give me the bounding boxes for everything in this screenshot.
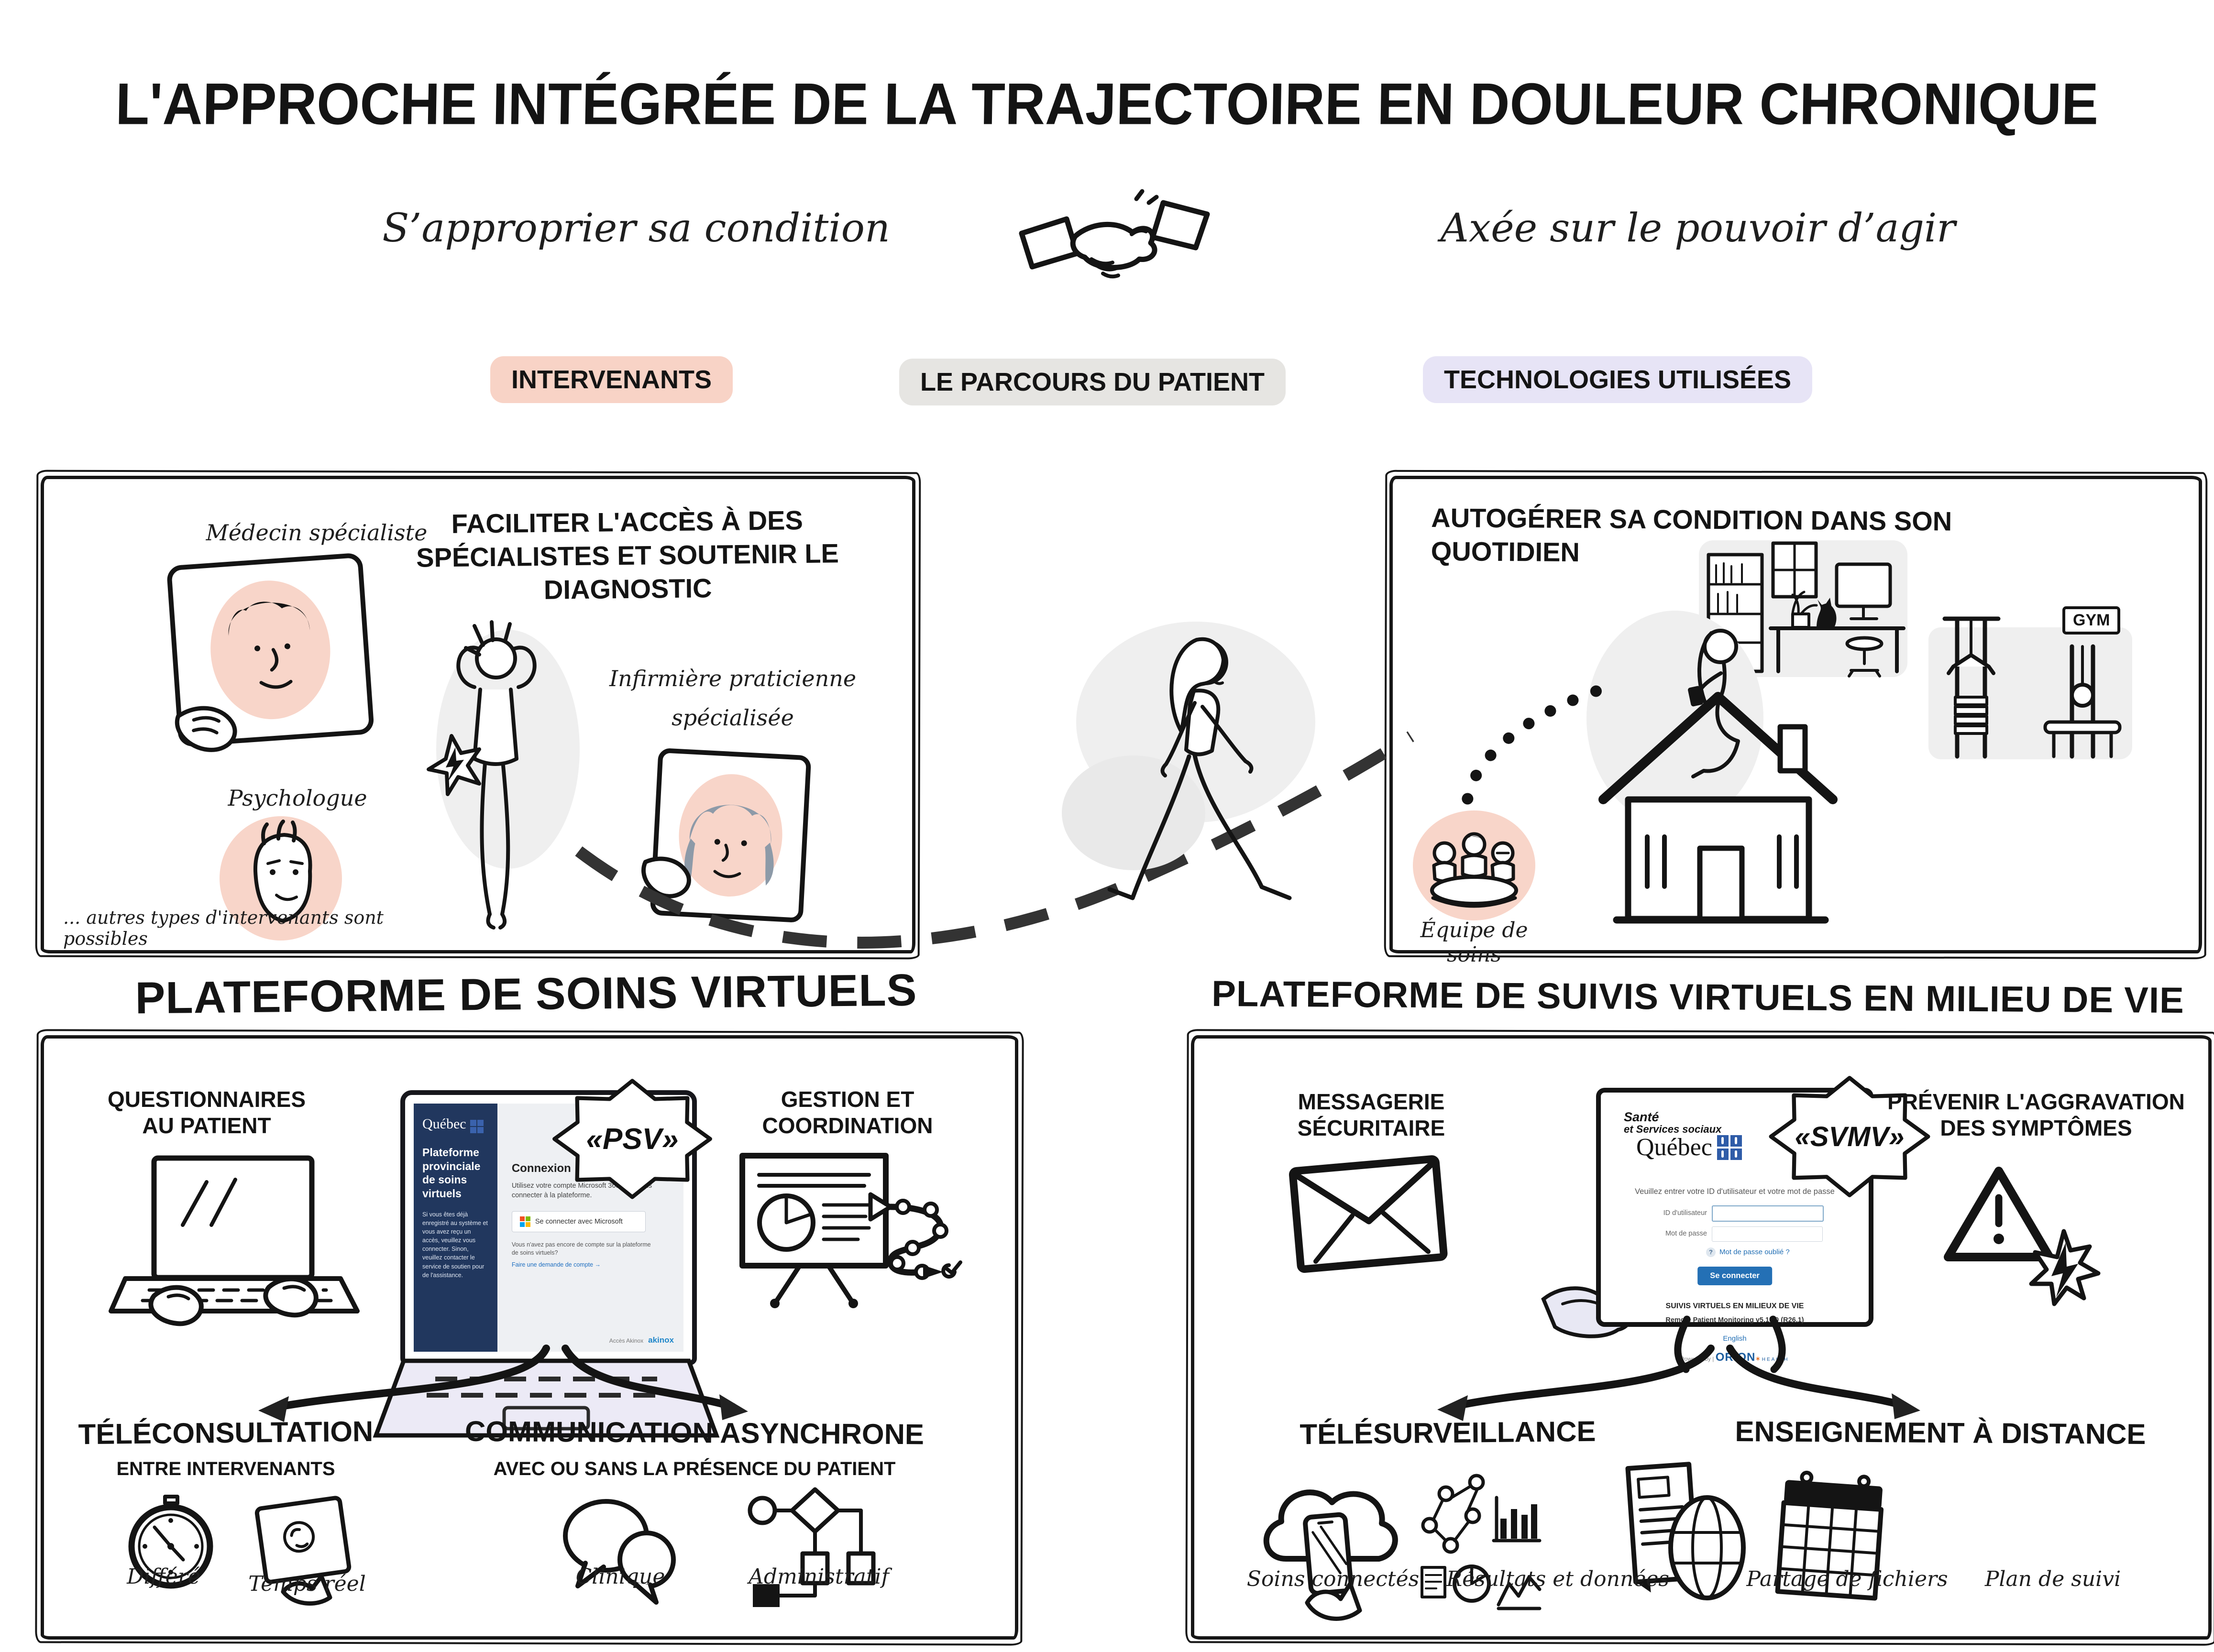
- communication-asynchrone-title: COMMUNICATION ASYNCHRONE: [464, 1415, 925, 1451]
- legend-parcours-patient: LE PARCOURS DU PATIENT: [899, 359, 1286, 405]
- prevenir-aggravation-label: PRÉVENIR L'AGGRAVATION DES SYMPTÔMES: [1887, 1089, 2185, 1141]
- gym-sign: GYM: [2062, 606, 2120, 635]
- walking-patient-illustration: [1043, 588, 1377, 961]
- handshake-icon: [1019, 186, 1210, 306]
- administratif-label: Administratif: [749, 1564, 889, 1589]
- home-gym-illustration: [1928, 613, 2134, 761]
- autogestion-box: [1389, 476, 2202, 967]
- telesurveillance-title: TÉLÉSURVEILLANCE: [1300, 1415, 1596, 1451]
- user-id-field[interactable]: [1712, 1205, 1824, 1222]
- gestion-coordination-icon: [733, 1149, 962, 1311]
- svmv-section-heading: PLATEFORME DE SUIVIS VIRTUELS EN MILIEU DE VIE: [1211, 973, 2185, 1021]
- connected-care-icon: [1252, 1459, 1395, 1624]
- medecin-tablet-icon: [161, 551, 410, 776]
- psv-split-arrows: [116, 1345, 862, 1416]
- speech-bubbles-icon: [556, 1490, 685, 1610]
- medecin-specialiste-label: Médecin spécialiste: [206, 520, 428, 546]
- psv-burst: «PSV»: [551, 1077, 714, 1201]
- plan-suivi-label: Plan de suivi: [1984, 1567, 2121, 1591]
- quebec-flag-icon: [470, 1120, 484, 1133]
- clinique-label: Clinique: [575, 1564, 665, 1589]
- teleconsultation-title: TÉLÉCONSULTATION: [78, 1415, 374, 1451]
- psv-no-account-text: Vous n'avez pas encore de compte sur la plateforme de soins virtuels?: [511, 1241, 651, 1257]
- psv-section-heading: PLATEFORME DE SOINS VIRTUELS: [135, 964, 917, 1023]
- psv-box: [41, 1035, 1018, 1640]
- access-box-footnote: ... autres types d'intervenants sont possibles: [63, 907, 384, 949]
- question-mark-icon: ?: [1706, 1247, 1716, 1257]
- microsoft-logo-icon: [520, 1216, 530, 1227]
- svmv-burst: «SVMV»: [1759, 1074, 1940, 1199]
- svmv-split-arrows: [1338, 1345, 2127, 1416]
- svmv-instruction: Veuillez entrer votre ID d'utilisateur et votre mot de passe: [1635, 1187, 1835, 1196]
- workflow-icon: [742, 1481, 891, 1612]
- infirmiere-label-line2: spécialisée: [672, 705, 794, 731]
- access-box-title: FACILITER L'ACCÈS À DES SPÉCIALISTES ET SOUTENIR LE DIAGNOSTIC: [416, 505, 839, 605]
- enseignement-title: ENSEIGNEMENT À DISTANCE: [1735, 1415, 2146, 1450]
- communication-asynchrone-subtitle: AVEC OU SANS LA PRÉSENCE DU PATIENT: [493, 1458, 896, 1479]
- patient-typing-icon: [97, 1153, 374, 1359]
- orion-health-logo: Powered by | ORION✶ HEALTH: [1680, 1351, 1789, 1364]
- legend-intervenants: INTERVENANTS: [490, 356, 733, 403]
- password-label: Mot de passe: [1665, 1230, 1707, 1238]
- psv-screen-footer: Accès Akinox akinox: [609, 1335, 674, 1345]
- svmv-app-version: Remote Patient Monitoring v5.15.0 (R26.1): [1665, 1316, 1804, 1324]
- quebec-flags-icon: [1717, 1135, 1742, 1160]
- legend-technologies: TECHNOLOGIES UTILISÉES: [1423, 356, 1812, 403]
- teleconsultation-subtitle: ENTRE INTERVENANTS: [116, 1458, 335, 1479]
- subtitle-right: Axée sur le pouvoir d’agir: [1440, 206, 1956, 251]
- messagerie-label: MESSAGERIE SÉCURITAIRE: [1297, 1089, 1445, 1141]
- forgot-password-link[interactable]: ? Mot de passe oublié ?: [1706, 1247, 1790, 1257]
- psv-sidebar-title: Plateforme provinciale de soins virtuels: [422, 1146, 481, 1200]
- password-field[interactable]: [1712, 1226, 1823, 1242]
- psv-connexion-text: Utilisez votre compte Microsoft 365 pour vous connecter à la plateforme.: [511, 1182, 652, 1200]
- se-connecter-button[interactable]: Se connecter: [1697, 1267, 1772, 1285]
- psv-screen-sidebar: [414, 1104, 497, 1352]
- svmv-app-title: SUIVIS VIRTUELS EN MILIEUX DE VIE: [1665, 1302, 1804, 1310]
- gestion-coordination-label: GESTION ET COORDINATION: [762, 1087, 933, 1138]
- akinox-logo: akinox: [648, 1335, 674, 1345]
- symptom-warning-icon: [1940, 1160, 2108, 1313]
- microsoft-login-button[interactable]: Se connecter avec Microsoft: [512, 1211, 646, 1232]
- autogestion-box-title: AUTOGÉRER SA CONDITION DANS SON QUOTIDIEN: [1431, 502, 1952, 568]
- english-link[interactable]: English: [1723, 1335, 1747, 1343]
- resultats-donnees-label: Résultats et données: [1446, 1567, 1670, 1591]
- psychologue-label: Psychologue: [228, 785, 367, 811]
- sante-services-sociaux-logo: Santé et Services sociaux Québec: [1624, 1111, 1742, 1160]
- psv-request-account-link[interactable]: Faire une demande de compte →: [511, 1261, 601, 1268]
- page-title: L'APPROCHE INTÉGRÉE DE LA TRAJECTOIRE EN DOULEUR CHRONIQUE: [115, 71, 2099, 137]
- partage-fichiers-label: Partage de fichiers: [1746, 1567, 1948, 1591]
- psv-connexion-title: Connexion: [511, 1162, 571, 1175]
- subtitle-left: S’approprier sa condition: [382, 206, 890, 251]
- quebec-logo: Québec: [422, 1116, 466, 1132]
- psv-sidebar-text: Si vous êtes déjà enregistré au système et vous avez reçu un accès, veuillez vous connecter. Sinon, veuillez contacter le service de soutien pour de l'assistance.: [422, 1211, 488, 1279]
- infirmiere-label-line1: Infirmière praticienne: [609, 666, 857, 691]
- questionnaires-label: QUESTIONNAIRES AU PATIENT: [107, 1087, 306, 1138]
- secure-mail-icon: [1290, 1158, 1448, 1278]
- user-id-label: ID d'utilisateur: [1663, 1209, 1707, 1217]
- soins-connectes-label: Soins connectés: [1246, 1567, 1420, 1591]
- differe-label: Différé: [127, 1564, 200, 1589]
- care-team-label: Équipe de soins: [1420, 918, 1528, 967]
- svmv-box: [1191, 1035, 2212, 1640]
- temps-reel-label: Temps réel: [248, 1572, 366, 1596]
